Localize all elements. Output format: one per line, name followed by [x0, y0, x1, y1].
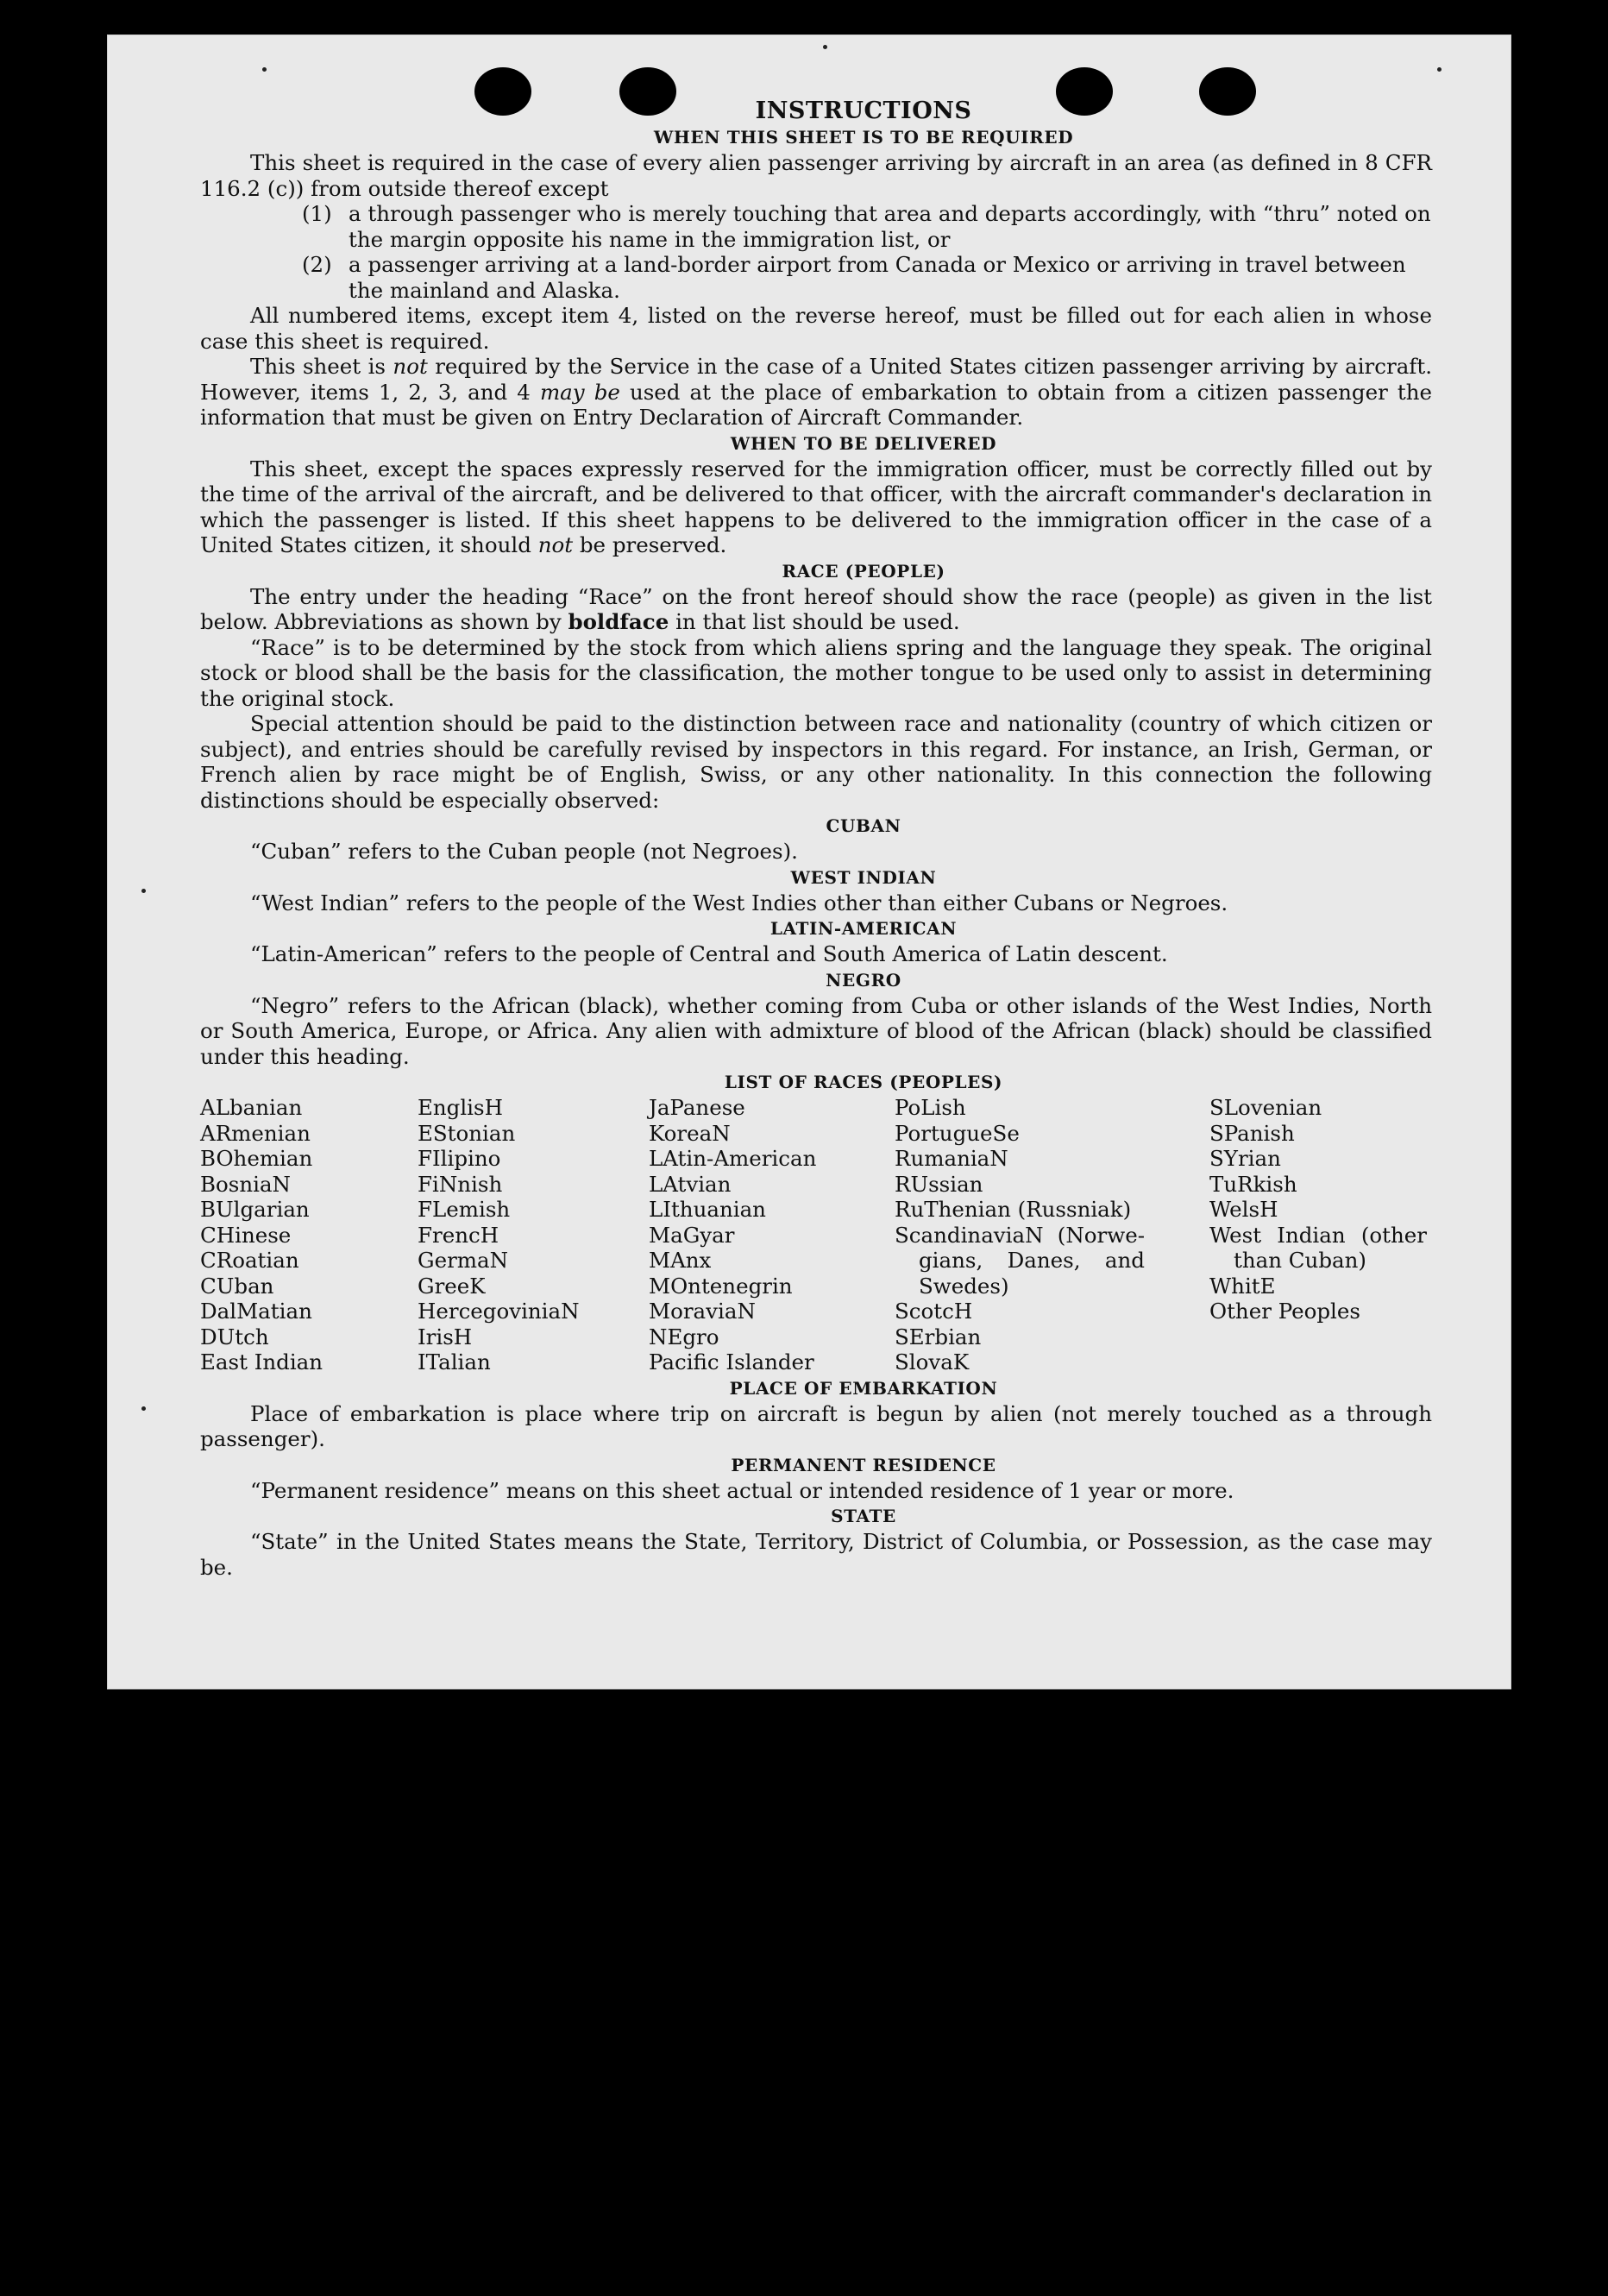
race-entry-continued: gians, Danes, and	[919, 1248, 1145, 1273]
race-entry: DalMatian	[200, 1299, 312, 1324]
race-entry: TuRkish	[1209, 1171, 1297, 1197]
race-entry: FLemish	[418, 1197, 511, 1222]
race-entry: JaPanese	[649, 1095, 745, 1120]
speck	[1437, 67, 1442, 72]
race-entry: ARmenian	[200, 1120, 311, 1146]
race-entry: EnglisH	[418, 1095, 503, 1120]
race-entry: SLovenian	[1209, 1095, 1322, 1120]
paragraph-required-intro: This sheet is required in the case of every alien passenger arriving by aircraft in an area (as defined in 8 CFR 116.2 (c)) from outside thereof except	[200, 150, 1432, 201]
document-sheet	[107, 35, 1511, 1689]
race-entry: LAtvian	[649, 1171, 732, 1197]
race-entry: SlovaK	[895, 1349, 970, 1374]
speck	[141, 1406, 146, 1411]
heading-permanent-residence: PERMANENT RESIDENCE	[731, 1454, 996, 1475]
race-entry: EStonian	[418, 1120, 516, 1146]
paragraph-race-entry: The entry under the heading “Race” on the front hereof should show the race (people) as given in the list below. Abbreviations as shown by boldface in that list should be used.	[200, 583, 1432, 634]
race-entry: WhitE	[1209, 1273, 1276, 1299]
race-entry: ITalian	[418, 1349, 491, 1374]
race-entry: Pacific Islander	[649, 1349, 814, 1374]
heading-cuban: CUBAN	[826, 815, 901, 836]
race-entry-continued: than Cuban)	[1234, 1248, 1366, 1273]
page-title: INSTRUCTIONS	[755, 98, 972, 124]
race-entry: SPanish	[1209, 1120, 1295, 1146]
paragraph-numbered-items: All numbered items, except item 4, listed on the reverse hereof, must be filled out for each alien in whose case this sheet is required.	[200, 303, 1432, 354]
race-entry: PoLish	[895, 1095, 966, 1120]
heading-list-of-races: LIST OF RACES (PEOPLES)	[724, 1072, 1003, 1092]
race-entry-continued: Swedes)	[919, 1273, 1009, 1299]
race-entry: CUban	[200, 1273, 274, 1299]
race-entry: MoraviaN	[649, 1299, 756, 1324]
paragraph-embarkation: Place of embarkation is place where trip on aircraft is begun by alien (not merely touched as a through passenger).	[200, 1400, 1432, 1451]
race-entry: HercegoviniaN	[418, 1299, 580, 1324]
races-column	[1209, 1095, 1432, 1375]
race-entry: IrisH	[418, 1324, 473, 1349]
heading-race: RACE (PEOPLE)	[782, 560, 945, 582]
heading-when-required: WHEN THIS SHEET IS TO BE REQUIRED	[653, 127, 1074, 148]
paragraph-latin-american: “Latin-American” refers to the people of Central and South America of Latin descent.	[250, 941, 1168, 966]
exception-item	[200, 252, 1432, 303]
race-entry: MOntenegrin	[649, 1273, 793, 1299]
race-entry: SYrian	[1209, 1146, 1281, 1171]
race-entry: Other Peoples	[1209, 1299, 1360, 1324]
race-entry: FrencH	[418, 1222, 499, 1248]
race-entry: ALbanian	[200, 1095, 303, 1120]
paragraph-race-stock: “Race” is to be determined by the stock from which aliens spring and the language they speak. The original stock or blood shall be the basis for the classification, the mother tongue to be used only to assist in determining the original stock.	[200, 634, 1432, 711]
race-entry: SErbian	[895, 1324, 982, 1349]
exception-number: (1)	[302, 201, 332, 226]
race-entry: GreeK	[418, 1273, 486, 1299]
race-entry: CHinese	[200, 1222, 292, 1248]
heading-negro: NEGRO	[826, 969, 901, 991]
exception-number: (2)	[302, 252, 332, 277]
race-entry: MAnx	[649, 1248, 712, 1273]
instructions-content	[200, 98, 1432, 1580]
races-list	[200, 1095, 1432, 1375]
paragraph-cuban: “Cuban” refers to the Cuban people (not Negroes).	[250, 839, 798, 864]
heading-when-delivered: WHEN TO BE DELIVERED	[730, 432, 997, 454]
races-column	[895, 1095, 1209, 1375]
heading-latin-american: LATIN-AMERICAN	[769, 918, 958, 939]
heading-state: STATE	[831, 1506, 896, 1526]
race-entry: ScotcH	[895, 1299, 973, 1324]
paragraph-race-nationality: Special attention should be paid to the distinction between race and nationality (country of which citizen or subject), and entries should be carefully revised by inspectors in this regard. For instance, an Irish, German, or French alien by race might be of English, Swiss, or any other nationality. In this connection the following distinctions should be especially observed:	[200, 711, 1432, 813]
paragraph-west-indian: “West Indian” refers to the people of the West Indies other than either Cubans or Negroes.	[250, 890, 1228, 915]
race-entry: DUtch	[200, 1324, 269, 1349]
exception-item	[200, 201, 1432, 252]
race-entry: RumaniaN	[895, 1146, 1008, 1171]
race-entry: WelsH	[1209, 1197, 1278, 1222]
paragraph-citizen-passenger: This sheet is not required by the Service in the case of a United States citizen passenger arriving by aircraft. However, items 1, 2, 3, and 4 may be used at the place of embarkation to obtain from a citizen passenger the information that must be given on Entry Declaration of Aircraft Commander.	[200, 354, 1433, 430]
race-entry: ScandinaviaN (Norwe-	[895, 1222, 1145, 1248]
race-entry: West Indian (other	[1209, 1222, 1427, 1248]
heading-west-indian: WEST INDIAN	[790, 866, 937, 888]
race-entry: NEgro	[649, 1324, 719, 1349]
race-entry: FiNnish	[418, 1171, 503, 1197]
heading-embarkation: PLACE OF EMBARKATION	[729, 1377, 998, 1399]
race-entry: GermaN	[418, 1248, 509, 1273]
race-entry: FIlipino	[418, 1146, 501, 1171]
races-column	[200, 1095, 418, 1375]
speck	[823, 45, 827, 49]
race-entry: CRoatian	[200, 1248, 299, 1273]
race-entry: PortugueSe	[895, 1120, 1020, 1146]
race-entry: LIthuanian	[649, 1197, 766, 1222]
race-entry: RuThenian (Russniak)	[895, 1197, 1132, 1222]
race-entry: LAtin-American	[649, 1146, 817, 1171]
race-entry: MaGyar	[649, 1222, 735, 1248]
race-entry: KoreaN	[649, 1120, 731, 1146]
paragraph-negro: “Negro” refers to the African (black), whether coming from Cuba or other islands of the West Indies, North or South America, Europe, or Africa. Any alien with admixture of blood of the African (black) should be classified under this heading.	[200, 992, 1432, 1069]
speck	[141, 889, 146, 893]
paragraph-state: “State” in the United States means the State, Territory, District of Columbia, or Possession, as the case may be.	[200, 1529, 1432, 1580]
race-entry: BosniaN	[200, 1171, 291, 1197]
paragraph-permanent-residence: “Permanent residence” means on this sheet actual or intended residence of 1 year or more.	[250, 1477, 1234, 1503]
races-column	[649, 1095, 895, 1375]
exception-text: a through passenger who is merely touching that area and departs accordingly, with “thru” noted on the margin opposite his name in the immigration list, or	[349, 201, 1431, 252]
races-column	[418, 1095, 649, 1375]
race-entry: BOhemian	[200, 1146, 313, 1171]
race-entry: RUssian	[895, 1171, 983, 1197]
exception-text: a passenger arriving at a land-border airport from Canada or Mexico or arriving in travel between the mainland and Alaska.	[349, 252, 1406, 303]
speck	[262, 67, 267, 72]
race-entry: East Indian	[200, 1349, 323, 1374]
race-entry: BUlgarian	[200, 1197, 310, 1222]
paragraph-delivery: This sheet, except the spaces expressly reserved for the immigration officer, must be correctly filled out by the time of the arrival of the aircraft, and be delivered to that officer, with the aircraft commander's declaration in which the passenger is listed. If this sheet happens to be delivered to the immigration officer in the case of a United States citizen, it should not be preserved.	[200, 456, 1432, 557]
